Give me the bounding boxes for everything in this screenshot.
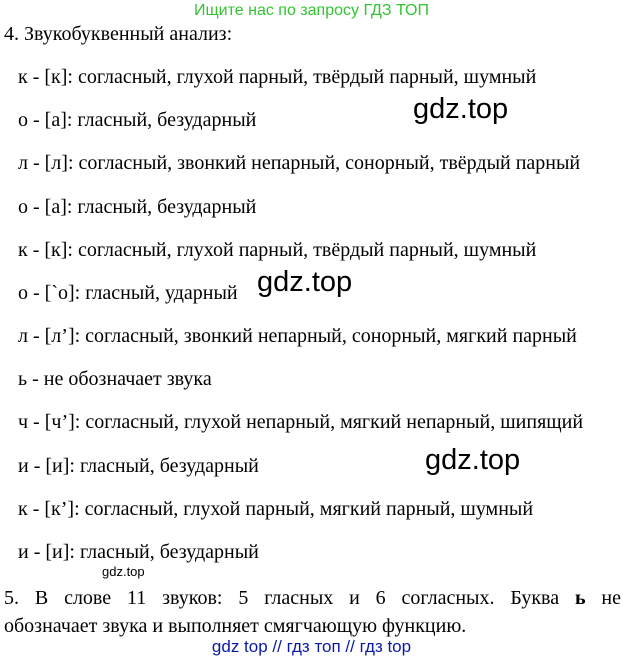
analysis-line: и - [и]: гласный, безударный [18,455,259,477]
conclusion-text-end: не [585,587,621,609]
watermark: gdz.top [425,444,521,476]
section-heading: 4. Звукобуквенный анализ: [4,23,233,45]
analysis-line: л - [л]: согласный, звонкий непарный, сонорный, твёрдый парный [18,152,581,174]
watermark: gdz.top [257,266,353,298]
watermark-small: gdz.top [102,564,145,579]
analysis-line: л - [л’]: согласный, звонкий непарный, сонорный, мягкий парный [18,325,577,347]
analysis-line: о - [а]: гласный, безударный [18,109,257,131]
analysis-line: к - [к]: согласный, глухой парный, твёрдый парный, шумный [18,239,537,261]
analysis-line: к - [к]: согласный, глухой парный, твёрдый парный, шумный [18,66,537,88]
soft-sign-letter: ь [574,587,586,609]
analysis-line: о - [а]: гласный, безударный [18,196,257,218]
analysis-line: ь - не обозначает звука [18,368,212,390]
analysis-line: о - [`о]: гласный, ударный [18,282,238,304]
analysis-line: к - [к’]: согласный, глухой парный, мягкий парный, шумный [18,498,534,520]
analysis-line: ч - [ч’]: согласный, глухой непарный, мягкий непарный, шипящий [18,411,584,433]
watermark: gdz.top [413,93,509,125]
conclusion-line-1 [4,587,621,610]
conclusion-line-2: обозначает звука и выполняет смягчающую функцию. [4,615,467,637]
bottom-banner: gdz top // гдз топ // гдз top [211,637,412,656]
top-banner: Ищите нас по запросу ГДЗ ТОП [194,2,429,19]
analysis-line: и - [и]: гласный, безударный [18,541,259,563]
conclusion-text: 5. В слове 11 звуков: 5 гласных и 6 согласных. Буква [4,587,575,609]
